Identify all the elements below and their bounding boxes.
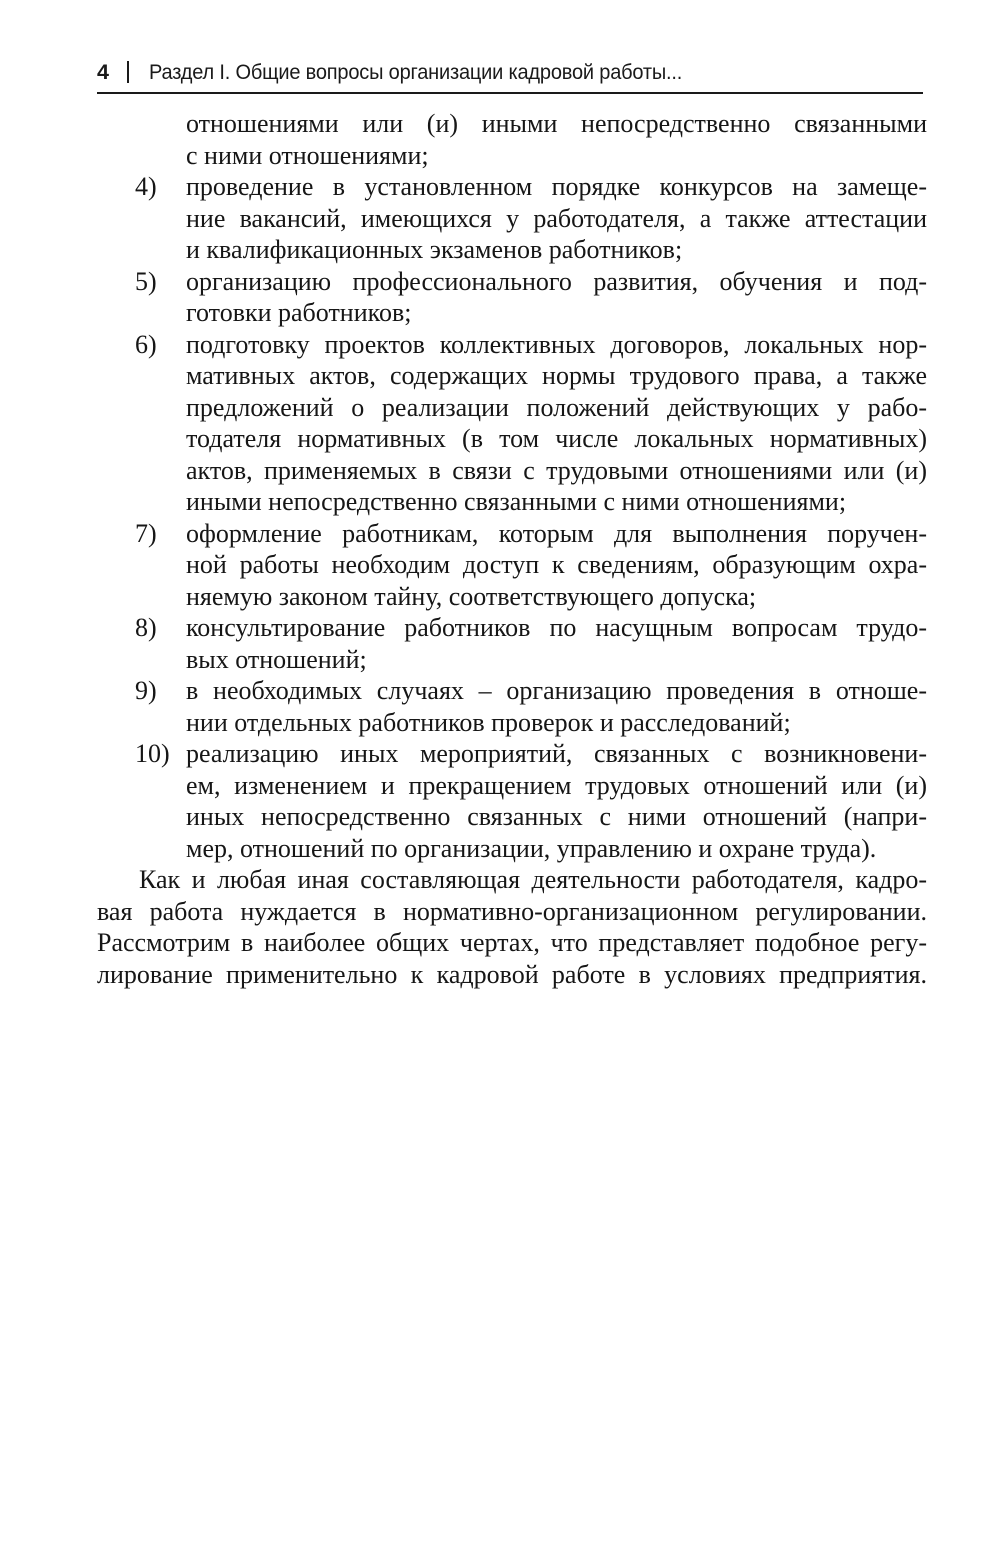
list-item-8 [97, 612, 927, 675]
list-number: 9) [135, 676, 157, 705]
text-line: актов, применяемых в связи с трудовыми отношениями или (и) [186, 455, 927, 485]
body-text [97, 108, 927, 990]
text-line: вых отношений; [186, 644, 367, 674]
text-line: мативных актов, содержащих нормы трудового права, а также [186, 361, 927, 390]
list-number: 10) [135, 739, 170, 768]
closing-paragraph [97, 864, 927, 990]
text-line: предложений о реализации положений действующих у рабо- [186, 392, 927, 422]
text-line: иными непосредственно связанными с ними отношениями; [186, 487, 847, 516]
text-line: ние вакансий, имеющихся у работодателя, а также аттестации [186, 203, 927, 233]
list-number: 4) [135, 172, 157, 201]
text-line: мер, отношений по организации, управлению и охране труда). [186, 833, 877, 863]
text-line: ной работы необходим доступ к сведениям, образующим охра- [186, 550, 927, 579]
text-line: Рассмотрим в наиболее общих чертах, что представляет подобное регу- [97, 928, 927, 957]
text-line: подготовку проектов коллективных договоров, локальных нор- [186, 329, 927, 359]
text-line: вая работа нуждается в нормативно-организационном регулировании. [97, 896, 927, 926]
text-line: ем, изменением и прекращением трудовых отношений или (и) [186, 770, 927, 800]
text-line: отношениями или (и) иными непосредственно связанными [186, 109, 927, 138]
text-line: тодателя нормативных (в том числе локальных нормативных) [186, 424, 927, 453]
text-line: оформление работникам, которым для выполнения поручен- [186, 518, 927, 548]
list-item-4 [97, 171, 927, 266]
text-line: в необходимых случаях – организацию проведения в отноше- [186, 676, 927, 705]
running-header [97, 58, 923, 92]
text-line: с ними отношениями; [186, 140, 429, 170]
text-line: проведение в установленном порядке конкурсов на замеще- [186, 172, 927, 201]
text-line: иных непосредственно связанных с ними отношений (напри- [186, 802, 927, 831]
list-item-10 [97, 738, 927, 864]
list-item-continuation [97, 108, 927, 171]
list-number: 6) [135, 329, 157, 359]
text-line: реализацию иных мероприятий, связанных с возникновени- [186, 739, 927, 768]
text-line: Как и любая иная составляющая деятельности работодателя, кадро- [139, 865, 927, 894]
list-number: 7) [135, 518, 157, 548]
text-line: готовки работников; [186, 298, 412, 327]
page-number: 4 [97, 60, 109, 84]
text-line: няемую законом тайну, соответствующего допуска; [186, 581, 757, 611]
list-number: 8) [135, 613, 157, 642]
list-number: 5) [135, 266, 157, 296]
running-title: Раздел I. Общие вопросы организации кадровой работы... [148, 60, 682, 84]
list-item-6 [97, 329, 927, 518]
text-line: организацию профессионального развития, обучения и под- [186, 266, 927, 296]
text-line: консультирование работников по насущным вопросам трудо- [186, 613, 927, 642]
text-line: и квалификационных экзаменов работников; [186, 235, 683, 264]
header-rule [97, 92, 923, 94]
text-line: лирование применительно к кадровой работе в условиях предприятия. [97, 959, 927, 989]
header-separator [127, 61, 129, 83]
list-item-9 [97, 675, 927, 738]
text-line: нии отдельных работников проверок и расследований; [186, 707, 791, 737]
list-item-5 [97, 266, 927, 329]
list-item-7 [97, 518, 927, 613]
